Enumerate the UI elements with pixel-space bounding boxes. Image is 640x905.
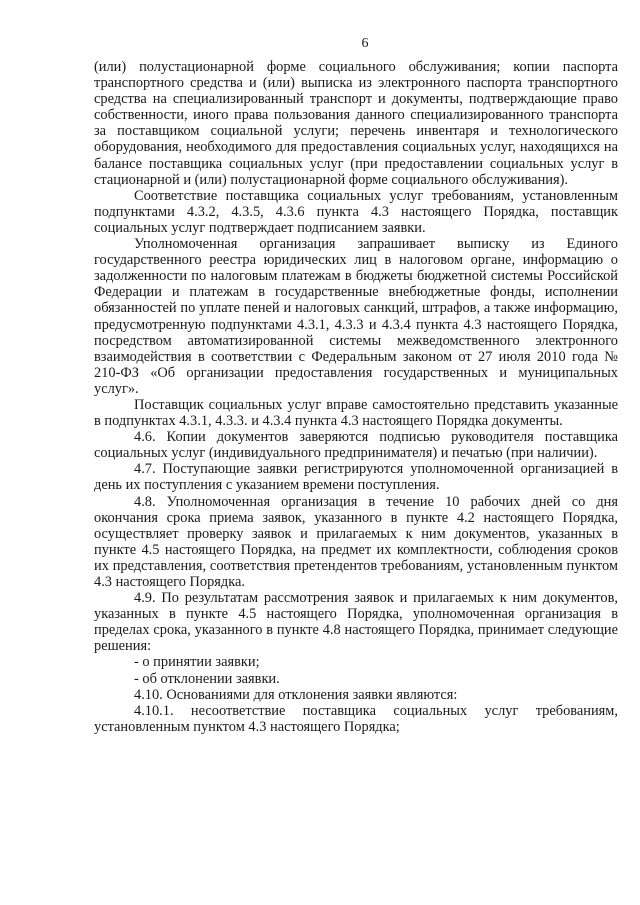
- paragraph: Поставщик социальных услуг вправе самостоятельно представить указанные в подпунктах 4.3.1, 4.3.3. и 4.3.4 пункта 4.3 настоящего Порядка документы.: [94, 396, 618, 430]
- paragraph: Соответствие поставщика социальных услуг требованиям, установленным подпунктами 4.3.2, 4.3.5, 4.3.6 пункта 4.3 настоящего Порядка, поставщик социальных услуг подтверждает подписанием заявки.: [94, 187, 618, 236]
- paragraph: 4.10. Основаниями для отклонения заявки являются:: [134, 686, 458, 703]
- paragraph: 4.10.1. несоответствие поставщика социальных услуг требованиям, установленным пунктом 4.3 настоящего Порядка;: [94, 702, 618, 735]
- page-number: 6: [361, 36, 369, 51]
- list-item: - об отклонении заявки.: [134, 670, 280, 687]
- document-body: [94, 59, 618, 735]
- paragraph: (или) полустационарной форме социального обслуживания; копии паспорта транспортного средства и (или) выписка из электронного паспорта транспортного средства на специализированный транспорт и документы, подтверждающие право собственности, иного права пользования данного специализированного транспорта за поставщиком социальной услуги; перечень инвентаря и технологического оборудования, необходимого для предоставления социальных услуг, находящихся на балансе поставщика социальных услуг (при предоставлении социальных услуг в стационарной и (или) полустационарной форме социального обслуживания).: [94, 59, 618, 188]
- list-item: - о принятии заявки;: [134, 654, 260, 671]
- paragraph: Уполномоченная организация запрашивает выписку из Единого государственного реестра юридических лиц в налоговом органе, информацию о задолженности по налоговым платежам в бюджеты бюджетной системы Российской Федерации и платежам в государственные внебюджетные фонды, исполнении обязанностей по уплате пеней и налоговых санкций, штрафов, а также информацию, предусмотренную подпунктами 4.3.1, 4.3.3 и 4.3.4 пункта 4.3 настоящего Порядка, посредством автоматизированной системы межведомственного электронного взаимодействия в соответствии с Федеральным законом от 27 июля 2010 года № 210-ФЗ «Об организации предоставления государственных и муниципальных услуг».: [94, 236, 618, 397]
- paragraph: 4.7. Поступающие заявки регистрируются уполномоченной организацией в день их поступления с указанием времени поступления.: [94, 461, 618, 494]
- paragraph: 4.8. Уполномоченная организация в течение 10 рабочих дней со дня окончания срока приема заявок, указанного в пункте 4.2 настоящего Порядка, осуществляет проверку заявок и прилагаемых к ним документов, указанных в пункте 4.5 настоящего Порядка, на предмет их комплектности, соблюдения сроков их представления, соответствия претендентов требованиям, установленным пунктом 4.3 настоящего Порядка.: [94, 493, 618, 590]
- paragraph: 4.6. Копии документов заверяются подписью руководителя поставщика социальных услуг (индивидуального предпринимателя) и печатью (при наличии).: [94, 429, 618, 462]
- paragraph: 4.9. По результатам рассмотрения заявок и прилагаемых к ним документов, указанных в пункте 4.5 настоящего Порядка, уполномоченная организация в пределах срока, указанного в пункте 4.8 настоящего Порядка, принимает следующие решения:: [94, 590, 618, 655]
